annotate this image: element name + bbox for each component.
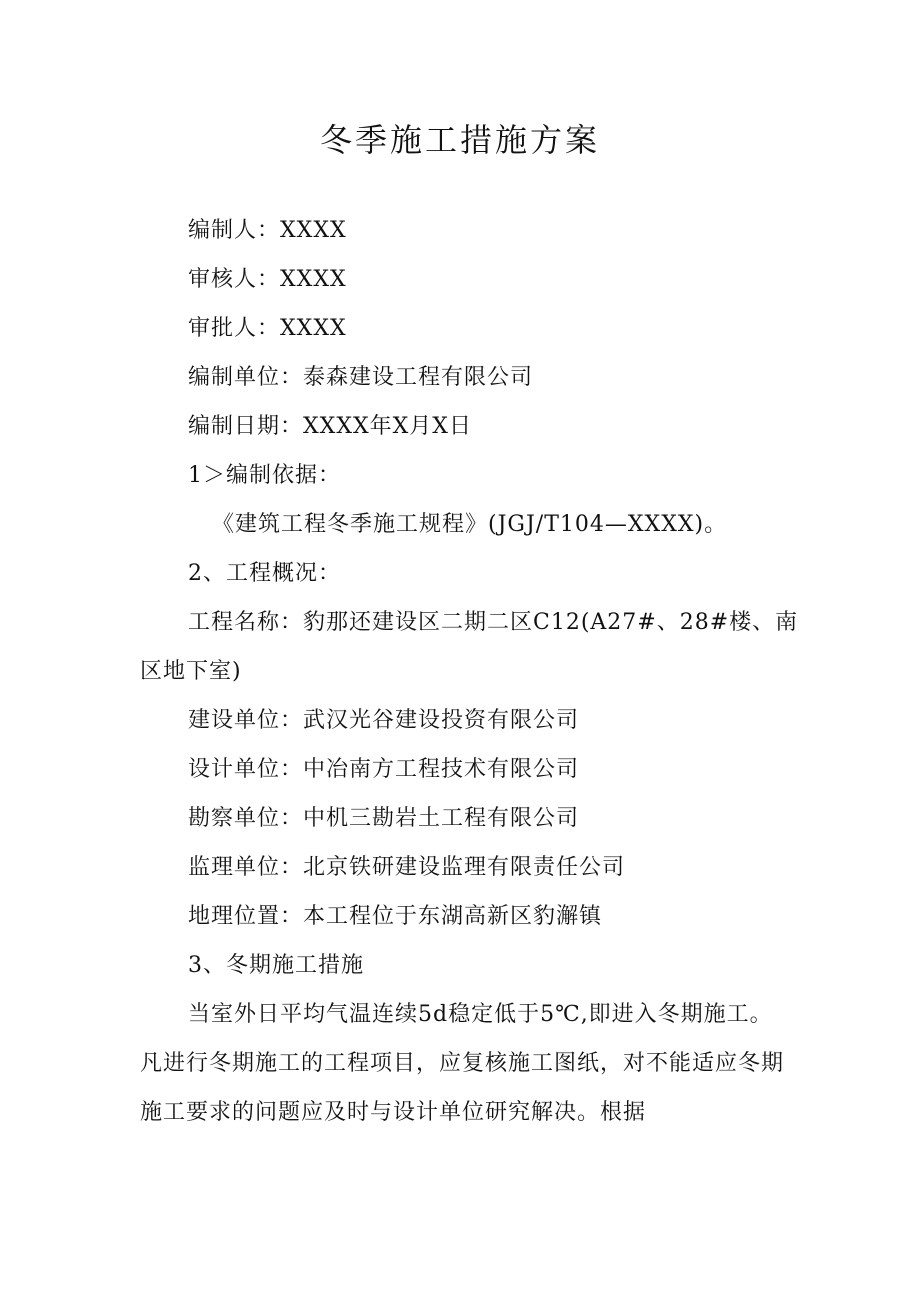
project-name-line: 工程名称：豹那还建设区二期二区C12(A27#、28#楼、南 (188, 610, 799, 635)
compiling-date-line: 编制日期：XXXX年X月X日 (188, 414, 472, 439)
paragraph-line-3: 施工要求的问题应及时与设计单位研究解决。根据 (140, 1100, 647, 1125)
location-line: 地理位置：本工程位于东湖高新区豹澥镇 (188, 904, 603, 929)
basis-regulation-line: 《建筑工程冬季施工规程》(JGJ/T104—XXXX)。 (212, 512, 728, 537)
paragraph-line-2: 凡进行冬期施工的工程项目，应复核施工图纸，对不能适应冬期 (140, 1051, 785, 1076)
design-unit-line: 设计单位：中冶南方工程技术有限公司 (188, 757, 580, 782)
document-title: 冬季施工措施方案 (319, 121, 600, 159)
compiler-line: 编制人：XXXX (188, 218, 347, 243)
project-name-continued: 区地下室) (140, 659, 242, 684)
reviewer-line: 审核人：XXXX (188, 267, 347, 292)
section-2-heading: 2、工程概况： (188, 561, 341, 586)
paragraph-line-1: 当室外日平均气温连续5d稳定低于5℃,即进入冬期施工。 (188, 1002, 773, 1027)
compiling-unit-line: 编制单位：泰森建设工程有限公司 (188, 365, 534, 390)
section-1-heading: 1＞编制依据： (188, 463, 341, 488)
section-3-heading: 3、冬期施工措施 (188, 953, 364, 978)
construction-unit-line: 建设单位：武汉光谷建设投资有限公司 (188, 708, 580, 733)
survey-unit-line: 勘察单位：中机三勘岩土工程有限公司 (188, 806, 580, 831)
approver-line: 审批人：XXXX (188, 316, 347, 341)
supervision-unit-line: 监理单位：北京铁研建设监理有限责任公司 (188, 855, 626, 880)
